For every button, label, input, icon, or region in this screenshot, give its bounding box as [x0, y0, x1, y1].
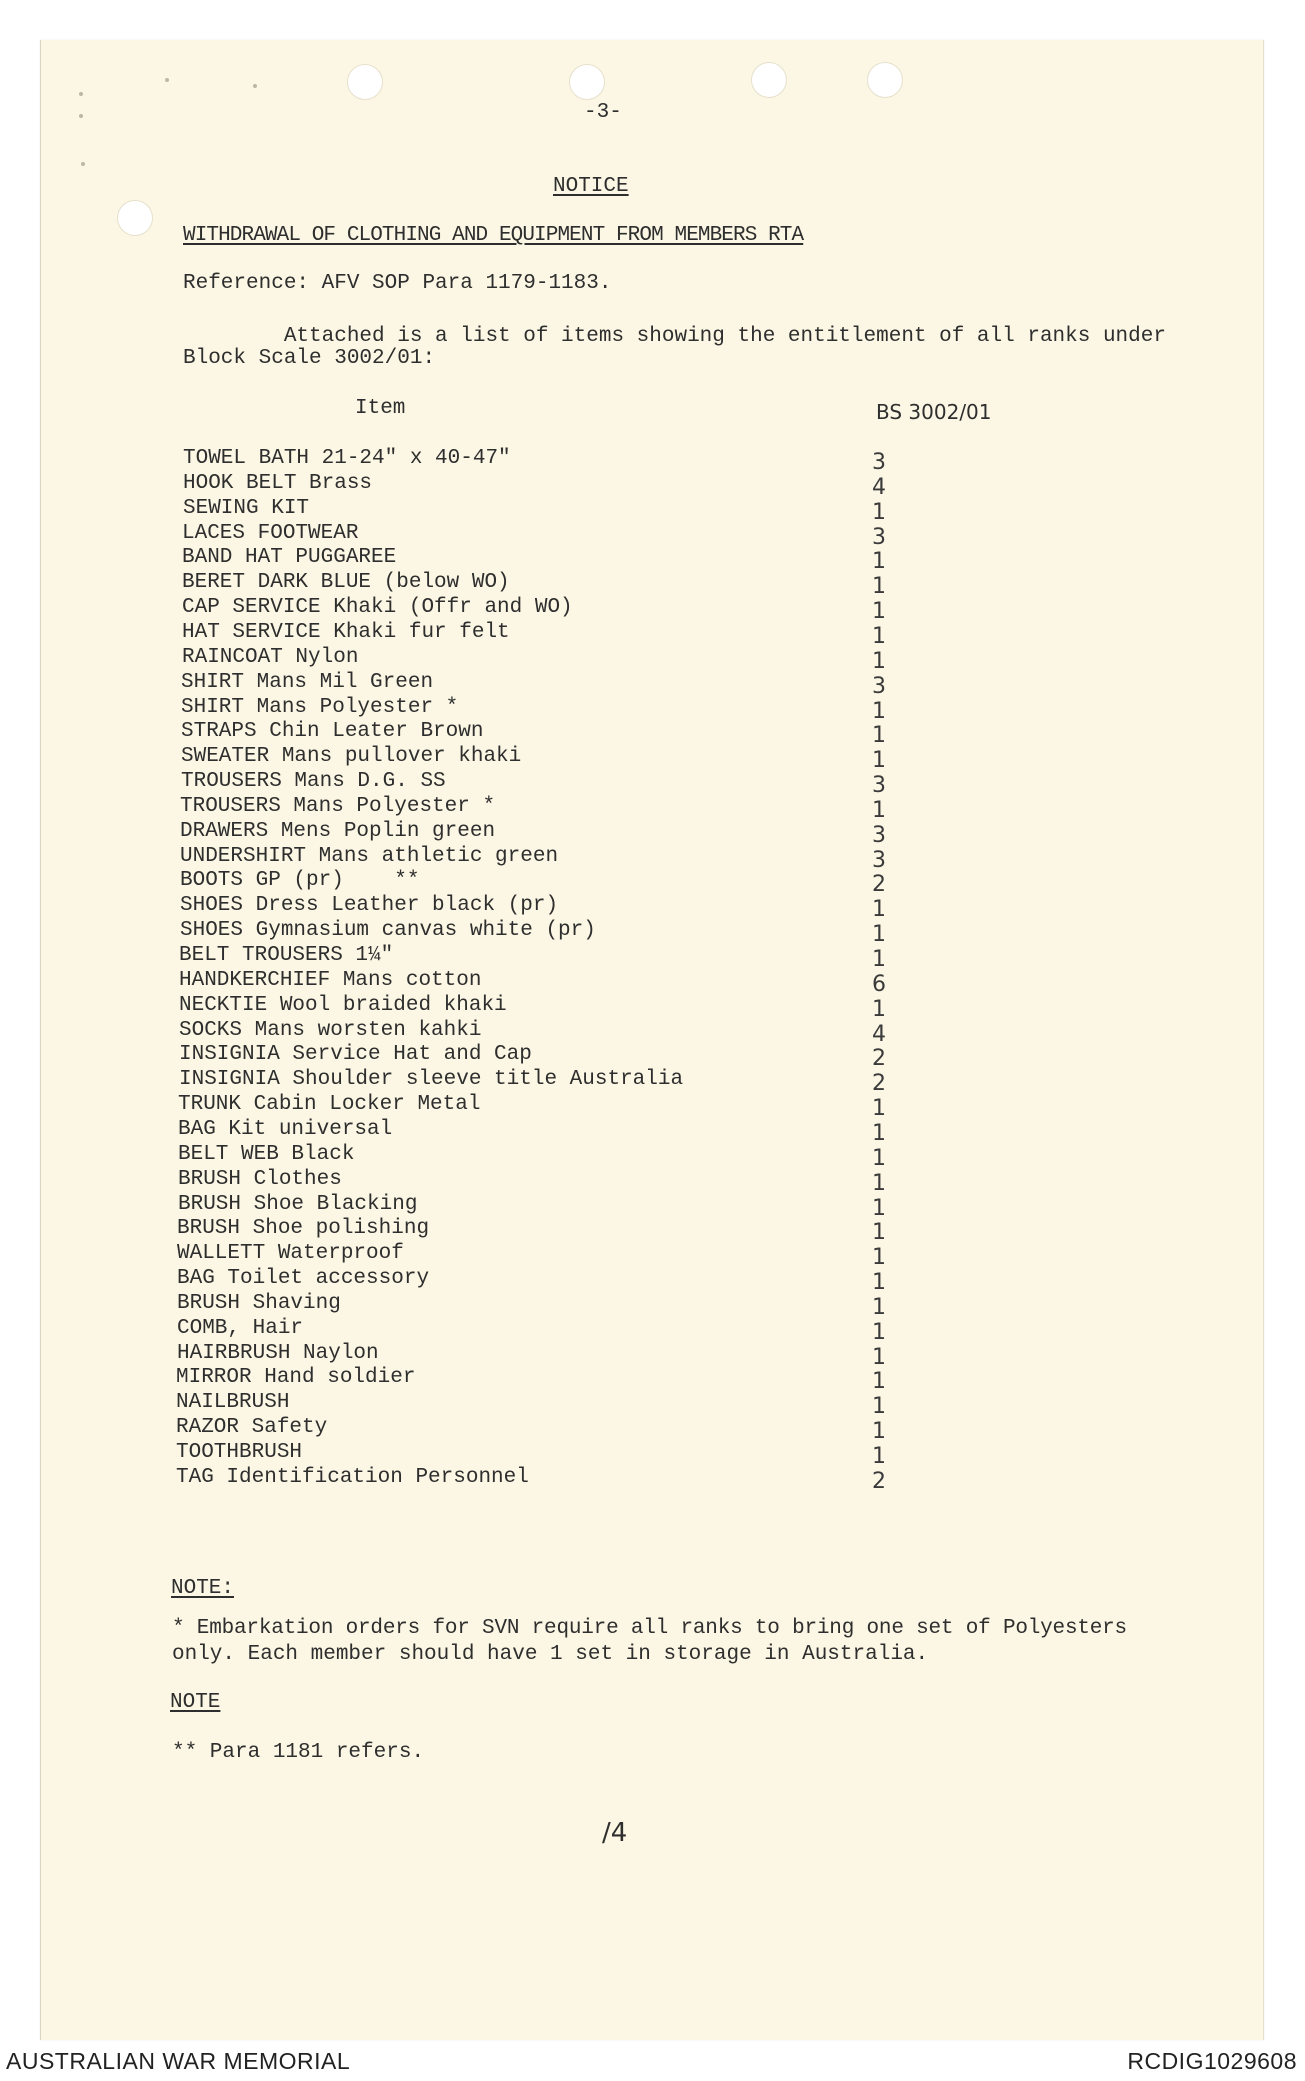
intro-line: Block Scale 3002/01:	[183, 347, 436, 370]
item-name: BELT TROUSERS 1¼"	[179, 944, 394, 967]
item-name: LACES FOOTWEAR	[182, 522, 359, 545]
column-header-item: Item	[355, 397, 406, 420]
item-quantity: 4	[872, 475, 886, 500]
page-number: -3-	[584, 101, 622, 124]
item-quantity: 1	[872, 1394, 886, 1419]
item-quantity: 2	[872, 1046, 886, 1071]
item-name: SOCKS Mans worsten kahki	[179, 1019, 482, 1042]
item-quantity: 3	[872, 525, 886, 550]
item-quantity: 1	[872, 649, 886, 674]
punch-hole	[347, 64, 383, 100]
item-name: BELT WEB Black	[178, 1143, 355, 1166]
reference-line: Reference: AFV SOP Para 1179-1183.	[183, 272, 612, 295]
item-quantity: 1	[872, 798, 886, 823]
item-quantity: 1	[872, 723, 886, 748]
item-quantity: 1	[872, 1320, 886, 1345]
item-name: SHIRT Mans Polyester *	[181, 696, 459, 719]
item-name: BRUSH Clothes	[178, 1168, 342, 1191]
item-name: SHIRT Mans Mil Green	[181, 671, 434, 694]
item-name: CAP SERVICE Khaki (Offr and WO)	[182, 596, 573, 619]
column-header-scale: BS 3002/01	[876, 400, 992, 424]
item-name: HOOK BELT Brass	[183, 472, 373, 495]
punch-hole	[867, 62, 903, 98]
note-text: only. Each member should have 1 set in storage in Australia.	[172, 1643, 929, 1666]
item-name: TOWEL BATH 21-24" x 40-47"	[183, 447, 511, 470]
item-quantity: 6	[872, 972, 886, 997]
item-quantity: 1	[872, 599, 886, 624]
item-quantity: 1	[872, 1121, 886, 1146]
item-quantity: 1	[872, 748, 886, 773]
intro-line: Attached is a list of items showing the entitlement of all ranks under	[183, 325, 1166, 348]
item-quantity: 2	[872, 1071, 886, 1096]
footer-source: AUSTRALIAN WAR MEMORIAL	[6, 2048, 351, 2074]
paper-speck	[165, 78, 169, 82]
paper-speck	[81, 162, 85, 166]
item-name: INSIGNIA Shoulder sleeve title Australia	[179, 1068, 684, 1091]
item-quantity: 1	[872, 922, 886, 947]
item-name: TAG Identification Personnel	[176, 1466, 529, 1489]
item-quantity: 1	[872, 1444, 886, 1469]
item-quantity: 1	[872, 1419, 886, 1444]
item-quantity: 1	[872, 1146, 886, 1171]
item-quantity: 1	[872, 1220, 886, 1245]
item-name: BAG Kit universal	[178, 1118, 393, 1141]
paper-speck	[79, 114, 83, 118]
item-name: UNDERSHIRT Mans athletic green	[180, 845, 559, 868]
item-quantity: 1	[872, 1245, 886, 1270]
item-name: TROUSERS Mans D.G. SS	[181, 770, 446, 793]
item-name: SHOES Gymnasium canvas white (pr)	[180, 919, 596, 942]
item-quantity: 2	[872, 872, 886, 897]
item-quantity: 1	[872, 1171, 886, 1196]
item-name: SEWING KIT	[183, 497, 310, 520]
note-text: * Embarkation orders for SVN require all ranks to bring one set of Polyesters	[172, 1617, 1127, 1640]
item-name: HAIRBRUSH Naylon	[177, 1342, 379, 1365]
item-name: BERET DARK BLUE (below WO)	[182, 571, 510, 594]
note-text: ** Para 1181 refers.	[172, 1741, 425, 1764]
item-name: SWEATER Mans pullover khaki	[181, 745, 522, 768]
item-quantity: 1	[872, 1196, 886, 1221]
item-quantity: 3	[872, 823, 886, 848]
note-heading: NOTE:	[171, 1577, 235, 1600]
item-name: TRUNK Cabin Locker Metal	[178, 1093, 481, 1116]
item-quantity: 1	[872, 574, 886, 599]
paper-speck	[79, 92, 83, 96]
item-name: BOOTS GP (pr) **	[180, 869, 420, 892]
item-quantity: 3	[872, 450, 886, 475]
item-quantity: 1	[872, 500, 886, 525]
item-name: TROUSERS Mans Polyester *	[180, 795, 496, 818]
continuation-marker: /4	[602, 1818, 628, 1848]
punch-hole	[569, 64, 605, 100]
paper-speck	[253, 84, 257, 88]
item-quantity: 2	[872, 1469, 886, 1494]
item-name: MIRROR Hand soldier	[176, 1366, 416, 1389]
item-quantity: 1	[872, 1096, 886, 1121]
item-name: DRAWERS Mens Poplin green	[180, 820, 496, 843]
item-name: BRUSH Shoe Blacking	[178, 1193, 418, 1216]
item-name: WALLETT Waterproof	[177, 1242, 404, 1265]
footer-id: RCDIG1029608	[1127, 2048, 1297, 2074]
item-quantity: 3	[872, 848, 886, 873]
item-name: RAINCOAT Nylon	[182, 646, 359, 669]
item-quantity: 1	[872, 947, 886, 972]
item-quantity: 1	[872, 549, 886, 574]
punch-hole	[117, 200, 153, 236]
item-quantity: 4	[872, 1022, 886, 1047]
item-name: TOOTHBRUSH	[176, 1441, 303, 1464]
item-name: SHOES Dress Leather black (pr)	[180, 894, 559, 917]
item-quantity: 1	[872, 1270, 886, 1295]
item-name: INSIGNIA Service Hat and Cap	[179, 1043, 532, 1066]
item-quantity: 1	[872, 1345, 886, 1370]
item-name: HAT SERVICE Khaki fur felt	[182, 621, 510, 644]
item-quantity: 1	[872, 624, 886, 649]
item-quantity: 1	[872, 1369, 886, 1394]
notice-title: NOTICE	[553, 175, 629, 198]
item-name: BRUSH Shoe polishing	[177, 1217, 430, 1240]
item-name: BRUSH Shaving	[177, 1292, 341, 1315]
note-heading: NOTE	[170, 1691, 221, 1714]
item-quantity: 3	[872, 674, 886, 699]
punch-hole	[751, 62, 787, 98]
item-name: COMB, Hair	[177, 1317, 304, 1340]
item-quantity: 1	[872, 699, 886, 724]
item-quantity: 1	[872, 897, 886, 922]
item-name: HANDKERCHIEF Mans cotton	[179, 969, 482, 992]
item-name: BAG Toilet accessory	[177, 1267, 430, 1290]
item-name: NECKTIE Wool braided khaki	[179, 994, 507, 1017]
item-quantity: 1	[872, 1295, 886, 1320]
item-quantity: 1	[872, 997, 886, 1022]
item-name: RAZOR Safety	[176, 1416, 328, 1439]
item-name: BAND HAT PUGGAREE	[182, 546, 397, 569]
item-name: STRAPS Chin Leater Brown	[181, 720, 484, 743]
item-quantity: 3	[872, 773, 886, 798]
item-name: NAILBRUSH	[176, 1391, 290, 1414]
subject-heading: WITHDRAWAL OF CLOTHING AND EQUIPMENT FROM MEMBERS RTA	[183, 224, 804, 247]
